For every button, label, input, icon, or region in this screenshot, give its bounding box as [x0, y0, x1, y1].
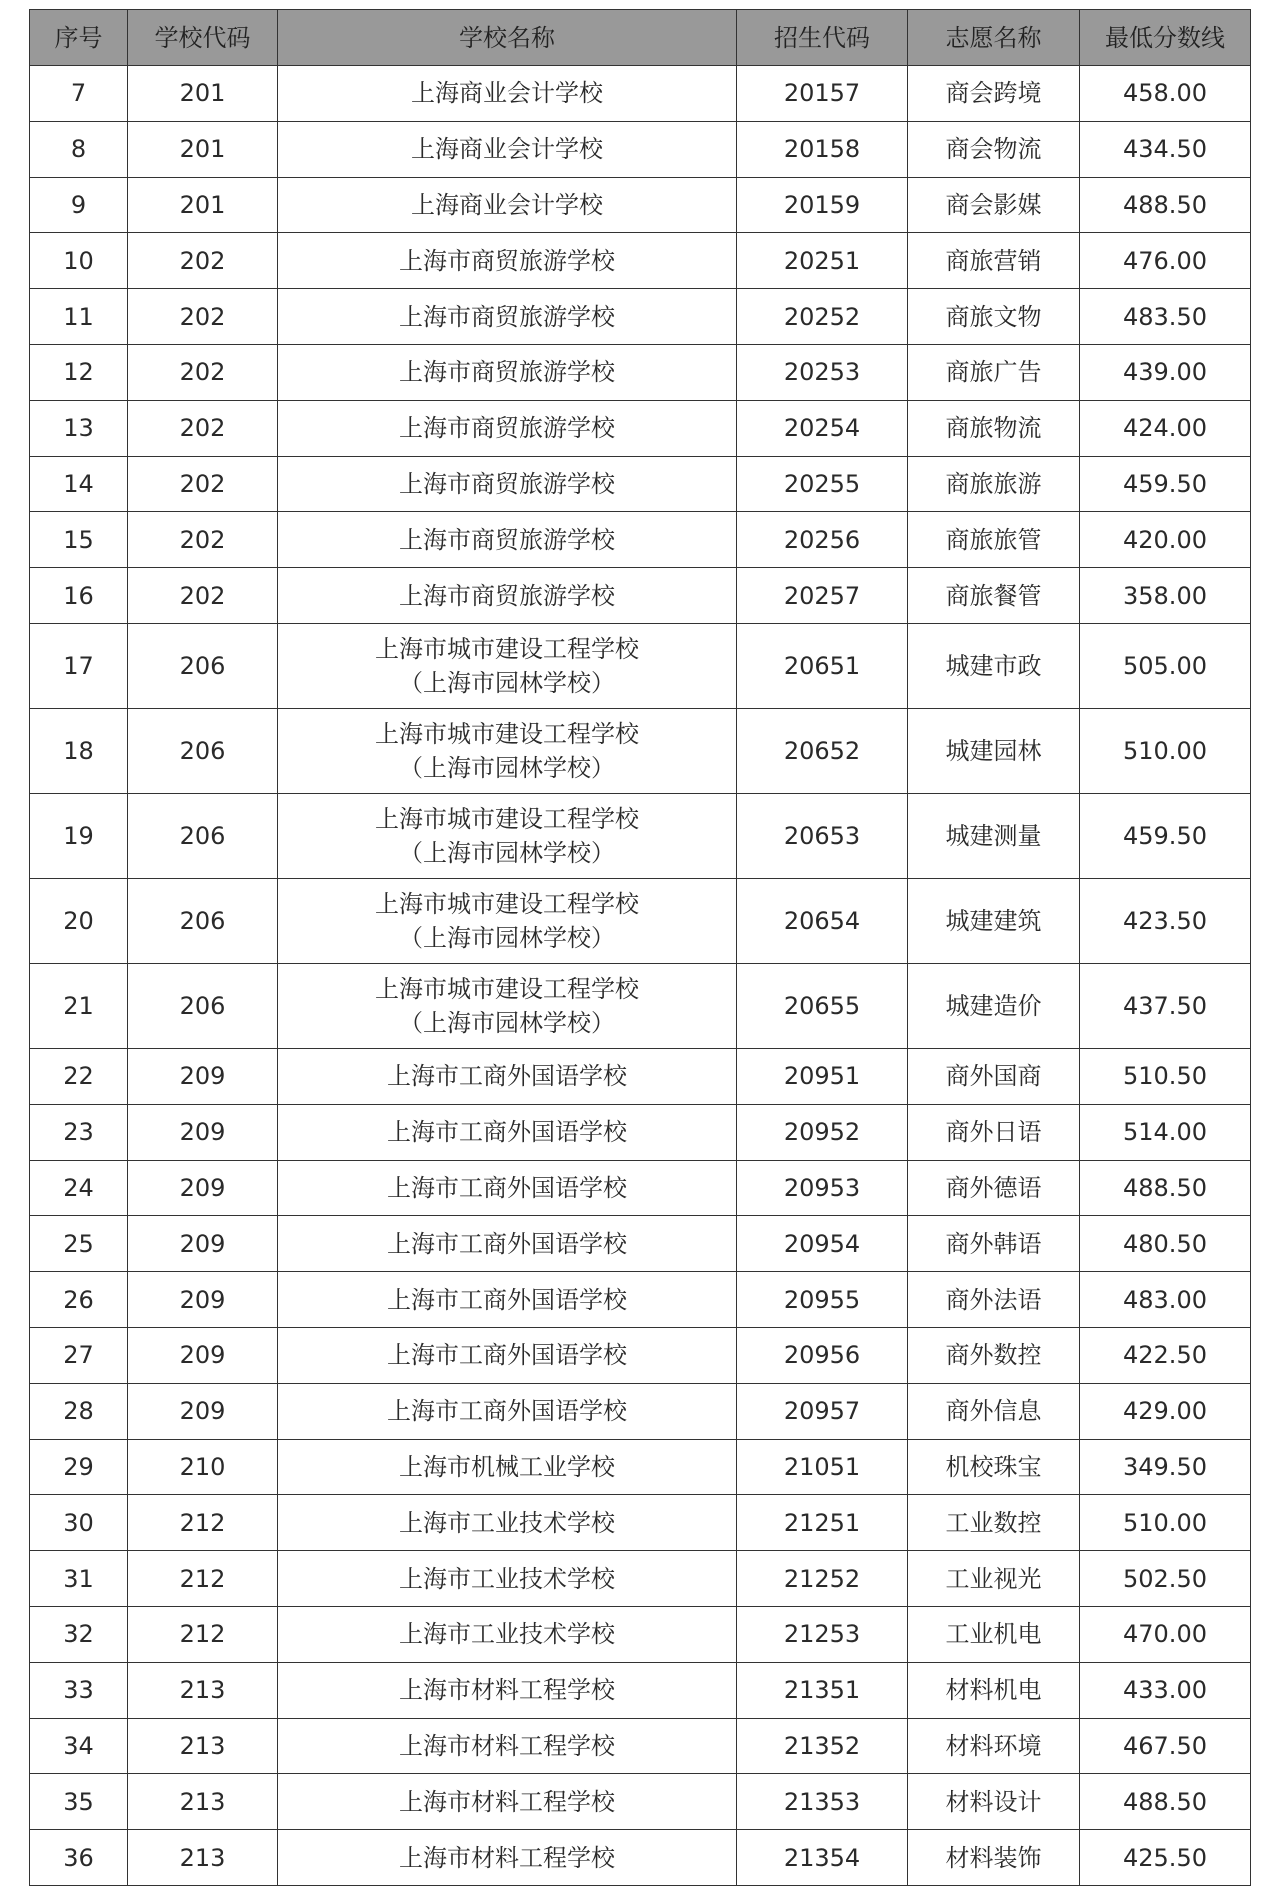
- cell-min-score: 476.00: [1080, 233, 1251, 289]
- cell-min-score: 510.00: [1080, 1495, 1251, 1551]
- school-name-line: 上海市工商外国语学校: [387, 1397, 627, 1426]
- cell-enroll-code: 20257: [737, 568, 908, 624]
- cell-school-code: 209: [128, 1327, 278, 1383]
- cell-min-score: 458.00: [1080, 66, 1251, 122]
- cell-school-name: [278, 1160, 737, 1216]
- school-name-line: 上海市工商外国语学校: [387, 1173, 627, 1202]
- cell-no: 21: [30, 963, 128, 1048]
- cell-no: 27: [30, 1327, 128, 1383]
- cell-school-code: 206: [128, 793, 278, 878]
- table-row: [30, 1495, 1251, 1551]
- cell-major: 材料装饰: [908, 1830, 1080, 1886]
- cell-school-name: [278, 1048, 737, 1104]
- table-row: [30, 878, 1251, 963]
- school-name-line: 上海市工业技术学校: [399, 1620, 615, 1649]
- cell-min-score: 425.50: [1080, 1830, 1251, 1886]
- cell-major: 商旅广告: [908, 344, 1080, 400]
- school-name-line: 上海市工业技术学校: [399, 1508, 615, 1537]
- cell-min-score: 488.50: [1080, 1160, 1251, 1216]
- table-row: [30, 1718, 1251, 1774]
- cell-no: 28: [30, 1383, 128, 1439]
- cell-major: 商外法语: [908, 1272, 1080, 1328]
- cell-school-name: [278, 963, 737, 1048]
- table-body: [30, 66, 1251, 1886]
- cell-school-name: [278, 1216, 737, 1272]
- cell-no: 14: [30, 456, 128, 512]
- cell-school-name: [278, 1327, 737, 1383]
- cell-no: 9: [30, 177, 128, 233]
- cell-enroll-code: 21051: [737, 1439, 908, 1495]
- cell-no: 10: [30, 233, 128, 289]
- table-row: [30, 512, 1251, 568]
- cell-no: 31: [30, 1551, 128, 1607]
- cell-major: 城建造价: [908, 963, 1080, 1048]
- admission-score-table: [29, 9, 1251, 1886]
- school-name-line: 上海市工商外国语学校: [387, 1118, 627, 1147]
- cell-school-name: [278, 1662, 737, 1718]
- cell-min-score: 433.00: [1080, 1662, 1251, 1718]
- cell-major: 商外数控: [908, 1327, 1080, 1383]
- header-enroll-code: 招生代码: [737, 10, 908, 66]
- cell-min-score: 510.50: [1080, 1048, 1251, 1104]
- table-row: [30, 1830, 1251, 1886]
- cell-no: 26: [30, 1272, 128, 1328]
- school-name-line: 上海商业会计学校: [411, 190, 603, 219]
- cell-min-score: 483.50: [1080, 289, 1251, 345]
- school-name-line: 上海商业会计学校: [411, 135, 603, 164]
- cell-enroll-code: 20159: [737, 177, 908, 233]
- cell-enroll-code: 20955: [737, 1272, 908, 1328]
- cell-enroll-code: 20956: [737, 1327, 908, 1383]
- cell-enroll-code: 20255: [737, 456, 908, 512]
- cell-school-code: 202: [128, 400, 278, 456]
- cell-no: 25: [30, 1216, 128, 1272]
- cell-no: 17: [30, 623, 128, 708]
- table-row: [30, 708, 1251, 793]
- cell-school-code: 213: [128, 1718, 278, 1774]
- table-row: [30, 66, 1251, 122]
- cell-min-score: 459.50: [1080, 456, 1251, 512]
- header-min-score: 最低分数线: [1080, 10, 1251, 66]
- table-row: [30, 1439, 1251, 1495]
- table-row: [30, 121, 1251, 177]
- cell-major: 城建测量: [908, 793, 1080, 878]
- cell-enroll-code: 20957: [737, 1383, 908, 1439]
- cell-school-name: [278, 344, 737, 400]
- cell-major: 材料设计: [908, 1774, 1080, 1830]
- cell-school-name: [278, 1383, 737, 1439]
- cell-no: 34: [30, 1718, 128, 1774]
- table-row: [30, 289, 1251, 345]
- cell-school-name: [278, 121, 737, 177]
- cell-no: 22: [30, 1048, 128, 1104]
- cell-school-code: 212: [128, 1495, 278, 1551]
- table-row: [30, 1327, 1251, 1383]
- cell-no: 15: [30, 512, 128, 568]
- school-name-line: 上海市城市建设工程学校: [375, 974, 639, 1003]
- cell-school-name: [278, 708, 737, 793]
- cell-major: 城建建筑: [908, 878, 1080, 963]
- cell-min-score: 470.00: [1080, 1606, 1251, 1662]
- cell-school-code: 212: [128, 1551, 278, 1607]
- cell-major: 工业视光: [908, 1551, 1080, 1607]
- cell-major: 工业数控: [908, 1495, 1080, 1551]
- cell-major: 商会跨境: [908, 66, 1080, 122]
- school-name-line: 上海市商贸旅游学校: [399, 246, 615, 275]
- school-name-line: 上海市商贸旅游学校: [399, 469, 615, 498]
- cell-school-code: 213: [128, 1830, 278, 1886]
- cell-school-code: 201: [128, 66, 278, 122]
- cell-enroll-code: 20256: [737, 512, 908, 568]
- school-name-line: （上海市园林学校）: [399, 1008, 615, 1037]
- cell-major: 商外信息: [908, 1383, 1080, 1439]
- school-name-line: （上海市园林学校）: [399, 668, 615, 697]
- cell-major: 商旅旅管: [908, 512, 1080, 568]
- cell-min-score: 423.50: [1080, 878, 1251, 963]
- table-row: [30, 400, 1251, 456]
- cell-no: 12: [30, 344, 128, 400]
- cell-enroll-code: 20252: [737, 289, 908, 345]
- cell-major: 材料环境: [908, 1718, 1080, 1774]
- table-row: [30, 963, 1251, 1048]
- school-name-line: 上海市材料工程学校: [399, 1787, 615, 1816]
- cell-school-code: 209: [128, 1383, 278, 1439]
- cell-school-code: 209: [128, 1272, 278, 1328]
- cell-enroll-code: 20158: [737, 121, 908, 177]
- cell-school-name: [278, 1439, 737, 1495]
- cell-major: 工业机电: [908, 1606, 1080, 1662]
- header-major: 志愿名称: [908, 10, 1080, 66]
- header-no: 序号: [30, 10, 128, 66]
- cell-school-name: [278, 793, 737, 878]
- cell-school-code: 209: [128, 1216, 278, 1272]
- cell-school-code: 201: [128, 121, 278, 177]
- cell-school-code: 202: [128, 456, 278, 512]
- school-name-line: 上海市工商外国语学校: [387, 1062, 627, 1091]
- cell-no: 7: [30, 66, 128, 122]
- school-name-line: 上海市工商外国语学校: [387, 1229, 627, 1258]
- table-row: [30, 1606, 1251, 1662]
- cell-school-name: [278, 878, 737, 963]
- school-name-line: 上海市城市建设工程学校: [375, 889, 639, 918]
- cell-school-name: [278, 400, 737, 456]
- cell-major: 商外日语: [908, 1104, 1080, 1160]
- cell-school-code: 202: [128, 568, 278, 624]
- cell-school-code: 209: [128, 1104, 278, 1160]
- table-row: [30, 344, 1251, 400]
- cell-min-score: 424.00: [1080, 400, 1251, 456]
- school-name-line: 上海市城市建设工程学校: [375, 804, 639, 833]
- cell-school-code: 202: [128, 289, 278, 345]
- cell-enroll-code: 20254: [737, 400, 908, 456]
- cell-no: 13: [30, 400, 128, 456]
- cell-no: 32: [30, 1606, 128, 1662]
- cell-school-code: 209: [128, 1160, 278, 1216]
- cell-min-score: 488.50: [1080, 177, 1251, 233]
- cell-major: 城建市政: [908, 623, 1080, 708]
- cell-min-score: 502.50: [1080, 1551, 1251, 1607]
- cell-school-code: 209: [128, 1048, 278, 1104]
- cell-school-name: [278, 1104, 737, 1160]
- cell-school-name: [278, 1551, 737, 1607]
- cell-school-code: 202: [128, 233, 278, 289]
- cell-school-name: [278, 289, 737, 345]
- cell-no: 18: [30, 708, 128, 793]
- cell-major: 商会物流: [908, 121, 1080, 177]
- cell-min-score: 480.50: [1080, 1216, 1251, 1272]
- cell-no: 23: [30, 1104, 128, 1160]
- cell-major: 商旅物流: [908, 400, 1080, 456]
- school-name-line: （上海市园林学校）: [399, 753, 615, 782]
- table-row: [30, 233, 1251, 289]
- cell-enroll-code: 20951: [737, 1048, 908, 1104]
- cell-min-score: 439.00: [1080, 344, 1251, 400]
- cell-no: 20: [30, 878, 128, 963]
- cell-no: 35: [30, 1774, 128, 1830]
- cell-min-score: 467.50: [1080, 1718, 1251, 1774]
- cell-min-score: 420.00: [1080, 512, 1251, 568]
- cell-enroll-code: 20651: [737, 623, 908, 708]
- cell-major: 材料机电: [908, 1662, 1080, 1718]
- cell-school-name: [278, 1774, 737, 1830]
- cell-school-code: 206: [128, 708, 278, 793]
- cell-major: 商旅营销: [908, 233, 1080, 289]
- header-school-name: 学校名称: [278, 10, 737, 66]
- cell-school-code: 213: [128, 1774, 278, 1830]
- header-school-code: 学校代码: [128, 10, 278, 66]
- table-row: [30, 1551, 1251, 1607]
- cell-school-code: 206: [128, 623, 278, 708]
- cell-enroll-code: 20652: [737, 708, 908, 793]
- school-name-line: 上海市商贸旅游学校: [399, 525, 615, 554]
- cell-school-code: 206: [128, 878, 278, 963]
- cell-enroll-code: 20251: [737, 233, 908, 289]
- table-row: [30, 456, 1251, 512]
- school-name-line: （上海市园林学校）: [399, 923, 615, 952]
- school-name-line: 上海市机械工业学校: [399, 1452, 615, 1481]
- cell-min-score: 437.50: [1080, 963, 1251, 1048]
- cell-school-name: [278, 1495, 737, 1551]
- table-row: [30, 177, 1251, 233]
- cell-school-name: [278, 1606, 737, 1662]
- cell-school-name: [278, 1830, 737, 1886]
- cell-min-score: 358.00: [1080, 568, 1251, 624]
- cell-enroll-code: 21352: [737, 1718, 908, 1774]
- school-name-line: 上海市城市建设工程学校: [375, 634, 639, 663]
- table-row: [30, 1160, 1251, 1216]
- cell-no: 8: [30, 121, 128, 177]
- cell-enroll-code: 21251: [737, 1495, 908, 1551]
- cell-min-score: 488.50: [1080, 1774, 1251, 1830]
- header-row: [30, 10, 1251, 66]
- cell-min-score: 429.00: [1080, 1383, 1251, 1439]
- cell-enroll-code: 20655: [737, 963, 908, 1048]
- cell-school-name: [278, 568, 737, 624]
- cell-enroll-code: 20954: [737, 1216, 908, 1272]
- cell-school-name: [278, 233, 737, 289]
- cell-min-score: 483.00: [1080, 1272, 1251, 1328]
- cell-no: 11: [30, 289, 128, 345]
- cell-school-name: [278, 456, 737, 512]
- cell-school-name: [278, 177, 737, 233]
- cell-major: 商会影媒: [908, 177, 1080, 233]
- table-header: [30, 10, 1251, 66]
- table-row: [30, 1383, 1251, 1439]
- cell-enroll-code: 21351: [737, 1662, 908, 1718]
- cell-no: 33: [30, 1662, 128, 1718]
- cell-school-code: 202: [128, 344, 278, 400]
- cell-enroll-code: 21354: [737, 1830, 908, 1886]
- cell-min-score: 505.00: [1080, 623, 1251, 708]
- cell-enroll-code: 20253: [737, 344, 908, 400]
- cell-major: 商外韩语: [908, 1216, 1080, 1272]
- school-name-line: 上海商业会计学校: [411, 79, 603, 108]
- cell-school-code: 206: [128, 963, 278, 1048]
- cell-no: 16: [30, 568, 128, 624]
- cell-school-name: [278, 66, 737, 122]
- cell-enroll-code: 21353: [737, 1774, 908, 1830]
- cell-school-code: 210: [128, 1439, 278, 1495]
- cell-major: 商外德语: [908, 1160, 1080, 1216]
- cell-enroll-code: 20653: [737, 793, 908, 878]
- school-name-line: 上海市商贸旅游学校: [399, 358, 615, 387]
- cell-min-score: 422.50: [1080, 1327, 1251, 1383]
- cell-major: 城建园林: [908, 708, 1080, 793]
- school-name-line: 上海市材料工程学校: [399, 1731, 615, 1760]
- school-name-line: 上海市工业技术学校: [399, 1564, 615, 1593]
- cell-major: 商外国商: [908, 1048, 1080, 1104]
- school-name-line: 上海市材料工程学校: [399, 1676, 615, 1705]
- cell-min-score: 459.50: [1080, 793, 1251, 878]
- cell-school-name: [278, 623, 737, 708]
- cell-no: 29: [30, 1439, 128, 1495]
- cell-min-score: 434.50: [1080, 121, 1251, 177]
- cell-school-code: 202: [128, 512, 278, 568]
- table-row: [30, 1662, 1251, 1718]
- cell-enroll-code: 21252: [737, 1551, 908, 1607]
- table-row: [30, 1272, 1251, 1328]
- table-row: [30, 623, 1251, 708]
- school-name-line: 上海市商贸旅游学校: [399, 414, 615, 443]
- cell-no: 24: [30, 1160, 128, 1216]
- table-row: [30, 568, 1251, 624]
- table-row: [30, 1216, 1251, 1272]
- cell-no: 36: [30, 1830, 128, 1886]
- cell-enroll-code: 21253: [737, 1606, 908, 1662]
- school-name-line: 上海市城市建设工程学校: [375, 719, 639, 748]
- cell-major: 商旅餐管: [908, 568, 1080, 624]
- cell-min-score: 510.00: [1080, 708, 1251, 793]
- school-name-line: 上海市商贸旅游学校: [399, 581, 615, 610]
- cell-enroll-code: 20952: [737, 1104, 908, 1160]
- school-name-line: 上海市工商外国语学校: [387, 1341, 627, 1370]
- cell-school-code: 212: [128, 1606, 278, 1662]
- cell-major: 商旅旅游: [908, 456, 1080, 512]
- cell-major: 商旅文物: [908, 289, 1080, 345]
- cell-school-code: 213: [128, 1662, 278, 1718]
- cell-school-name: [278, 1718, 737, 1774]
- school-name-line: 上海市材料工程学校: [399, 1843, 615, 1872]
- cell-enroll-code: 20157: [737, 66, 908, 122]
- cell-school-name: [278, 512, 737, 568]
- cell-min-score: 349.50: [1080, 1439, 1251, 1495]
- school-name-line: 上海市工商外国语学校: [387, 1285, 627, 1314]
- cell-enroll-code: 20953: [737, 1160, 908, 1216]
- cell-no: 19: [30, 793, 128, 878]
- table-row: [30, 793, 1251, 878]
- cell-major: 机校珠宝: [908, 1439, 1080, 1495]
- table-row: [30, 1104, 1251, 1160]
- cell-enroll-code: 20654: [737, 878, 908, 963]
- school-name-line: （上海市园林学校）: [399, 838, 615, 867]
- cell-min-score: 514.00: [1080, 1104, 1251, 1160]
- table-row: [30, 1048, 1251, 1104]
- cell-no: 30: [30, 1495, 128, 1551]
- school-name-line: 上海市商贸旅游学校: [399, 302, 615, 331]
- table-row: [30, 1774, 1251, 1830]
- cell-school-name: [278, 1272, 737, 1328]
- cell-school-code: 201: [128, 177, 278, 233]
